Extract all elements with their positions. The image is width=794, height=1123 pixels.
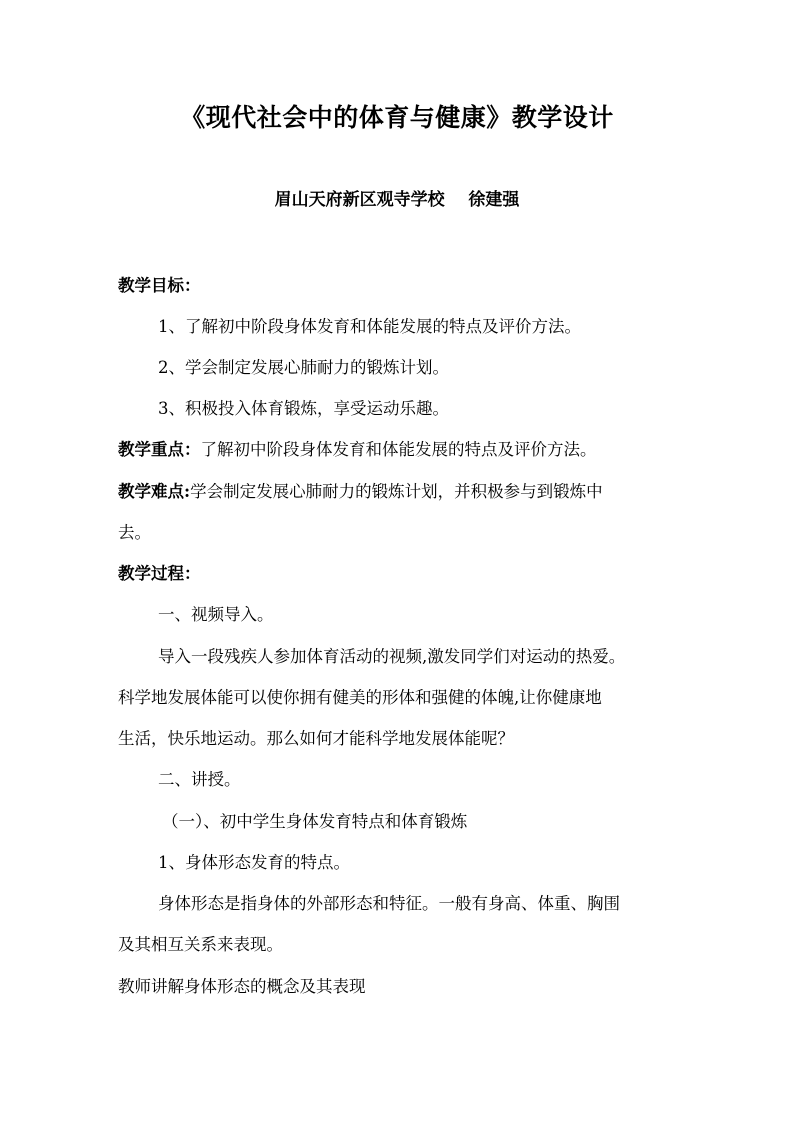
difficulty-text-line1: 学会制定发展心肺耐力的锻炼计划，并积极参与到锻炼中 xyxy=(190,482,603,501)
section2-heading: 二、讲授。 xyxy=(158,770,241,789)
objective-item-2: 2、学会制定发展心肺耐力的锻炼计划。 xyxy=(158,358,449,377)
item1-para-line2: 及其相互关系来表现。 xyxy=(118,935,283,954)
section1-para-line1: 导入一段残疾人参加体育活动的视频,激发同学们对运动的热爱。 xyxy=(158,647,626,666)
objective-item-3: 3、积极投入体育锻炼，享受运动乐趣。 xyxy=(158,399,449,418)
objective-item-1: 1、了解初中阶段身体发育和体能发展的特点及评价方法。 xyxy=(158,317,581,336)
objectives-heading: 教学目标： xyxy=(118,276,201,295)
item1-para-line1: 身体形态是指身体的外部形态和特征。一般有身高、体重、胸围 xyxy=(158,894,620,913)
difficulty-label: 教学难点: xyxy=(118,482,191,501)
key-point-label: 教学重点： xyxy=(118,440,201,459)
key-point-paragraph xyxy=(118,436,597,464)
section1-heading: 一、视频导入。 xyxy=(158,605,274,624)
difficulty-paragraph xyxy=(118,478,603,506)
author-line: 眉山天府新区观寺学校 徐建强 xyxy=(274,190,520,210)
key-point-text: 了解初中阶段身体发育和体能发展的特点及评价方法。 xyxy=(200,440,597,459)
teacher-note: 教师讲解身体形态的概念及其表现 xyxy=(118,977,366,996)
section1-para-line2: 科学地发展体能可以使你拥有健美的形体和强健的体魄,让你健康地 xyxy=(118,688,602,707)
process-heading: 教学过程： xyxy=(118,564,201,583)
subsection1-heading: （一）、初中学生身体发育特点和体育锻炼 xyxy=(162,812,468,831)
document-title: 《现代社会中的体育与健康》教学设计 xyxy=(180,103,614,132)
difficulty-text-line2: 去。 xyxy=(118,523,151,542)
item1-heading: 1、身体形态发育的特点。 xyxy=(158,853,350,872)
section1-para-line3: 生活，快乐地运动。那么如何才能科学地发展体能呢？ xyxy=(118,729,514,748)
